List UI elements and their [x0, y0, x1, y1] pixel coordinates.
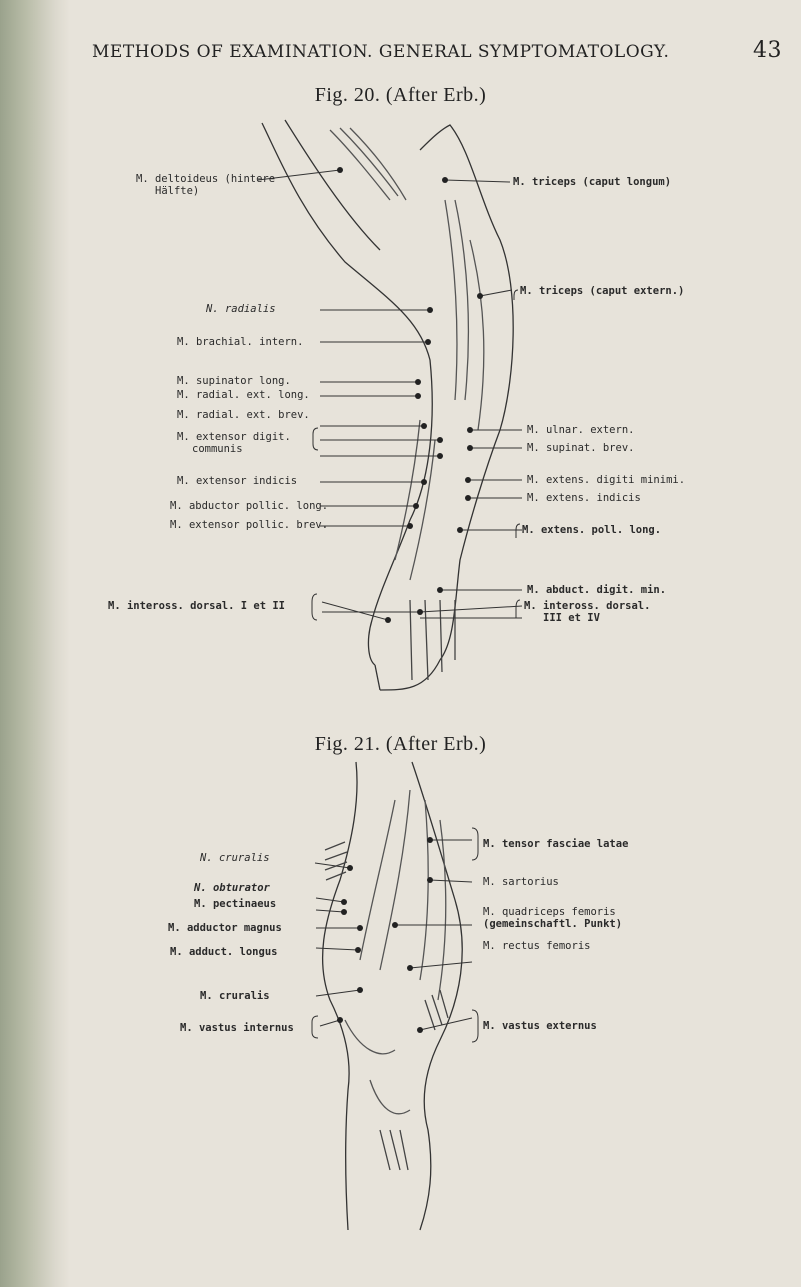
label-n-radialis: N. radialis — [206, 303, 276, 315]
fig20-caption: Fig. 20. (After Erb.) — [314, 84, 487, 106]
fig21-caption: Fig. 21. (After Erb.) — [314, 733, 487, 755]
label-extens-poll-long: M. extens. poll. long. — [522, 524, 662, 536]
header-title: METHODS OF EXAMINATION. GENERAL SYMPTOMATOLOGY. — [92, 42, 670, 62]
label-brachial-intern: M. brachial. intern. — [177, 336, 304, 348]
label-extensor-pollic-brev: M. extensor pollic. brev. — [170, 519, 329, 531]
label-extensor-digit: M. extensor digit. — [177, 431, 291, 443]
label-deltoideus: M. deltoideus (hintere — [136, 173, 276, 185]
label-extens-indicis: M. extens. indicis — [527, 492, 641, 504]
label-supinat-brev: M. supinat. brev. — [527, 442, 635, 454]
label-m-pectinaeus: M. pectinaeus — [194, 898, 277, 910]
page-number: 43 — [753, 38, 782, 63]
label-abduct-digit-min: M. abduct. digit. min. — [527, 584, 667, 596]
label-n-obturator: N. obturator — [194, 882, 270, 894]
label-triceps-longum: M. triceps (caput longum) — [513, 176, 672, 188]
label-ulnar-extern: M. ulnar. extern. — [527, 424, 635, 436]
label-vastus-externus: M. vastus externus — [483, 1020, 597, 1032]
label-rectus-femoris: M. rectus femoris — [483, 940, 591, 952]
label-deltoideus-2: Hälfte) — [155, 185, 200, 197]
label-vastus-internus: M. vastus internus — [180, 1022, 294, 1034]
label-m-cruralis: M. cruralis — [200, 990, 270, 1002]
label-inteross-dorsal-I-II: M. inteross. dorsal. I et II — [108, 600, 286, 612]
label-extensor-indicis: M. extensor indicis — [177, 475, 298, 487]
label-gemeinschaftl-punkt: (gemeinschaftl. Punkt) — [483, 918, 623, 930]
label-adduct-longus: M. adduct. longus — [170, 946, 278, 958]
label-extens-digiti-minimi: M. extens. digiti minimi. — [527, 474, 686, 486]
label-supinator-long: M. supinator long. — [177, 375, 291, 387]
label-adductor-magnus: M. adductor magnus — [168, 922, 282, 934]
label-tensor-fasciae-latae: M. tensor fasciae latae — [483, 838, 629, 850]
label-quadriceps-femoris: M. quadriceps femoris — [483, 906, 616, 918]
label-radial-ext-long: M. radial. ext. long. — [177, 389, 310, 401]
label-n-cruralis: N. cruralis — [200, 852, 270, 864]
label-sartorius: M. sartorius — [483, 876, 559, 888]
label-triceps-extern: M. triceps (caput extern.) — [520, 285, 685, 297]
label-inteross-III-IV: III et IV — [543, 612, 600, 624]
label-extensor-digit-communis: communis — [192, 443, 243, 455]
label-abductor-pollic-long: M. abductor pollic. long. — [170, 500, 329, 512]
label-radial-ext-brev: M. radial. ext. brev. — [177, 409, 310, 421]
label-inteross-dorsal: M. inteross. dorsal. — [524, 600, 651, 612]
